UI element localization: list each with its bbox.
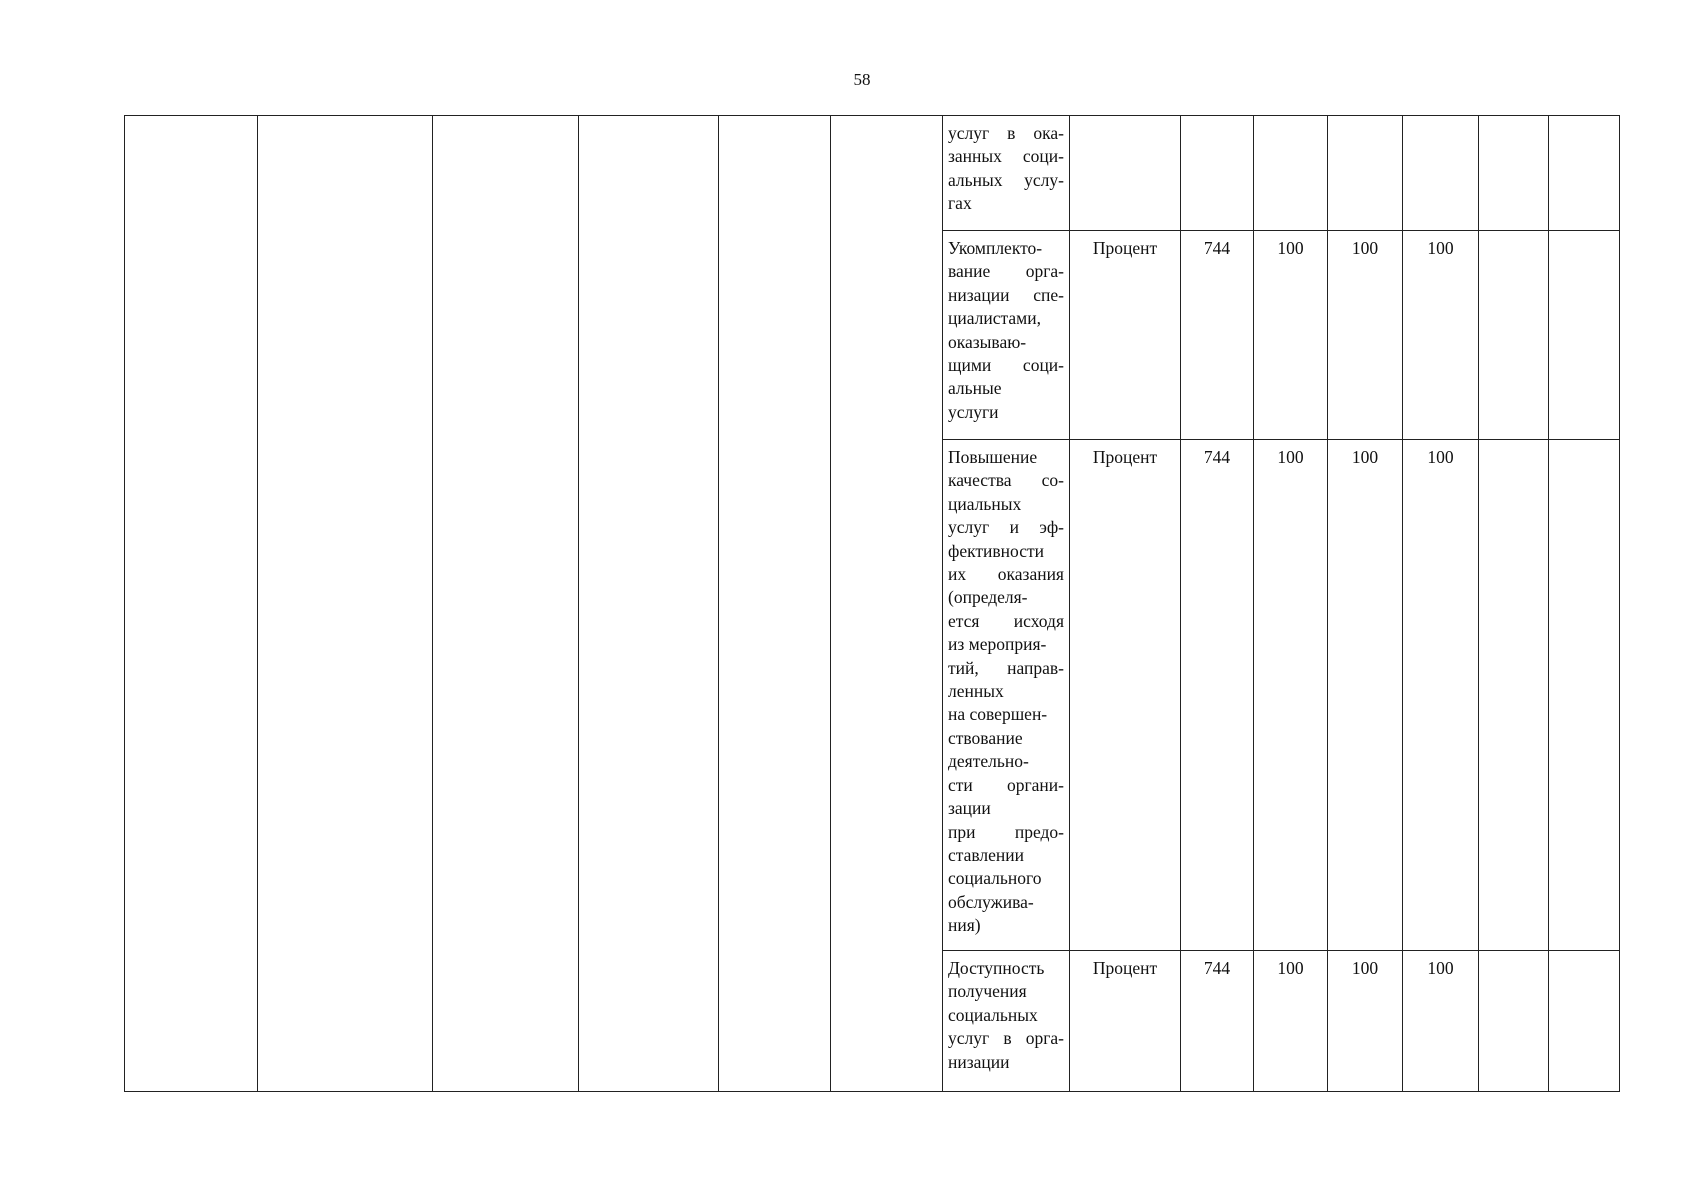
indicator-line: Повышение [948, 447, 1038, 467]
indicator-line: из мероприя- [948, 634, 1047, 655]
indicator-line: циальных [948, 493, 1022, 514]
indicator-line: обслужива- [948, 891, 1034, 912]
indicator-line: услуг в орга- [948, 1028, 1064, 1049]
value-cell-3: 100 [1403, 951, 1479, 1092]
blank-cell [1479, 951, 1549, 1092]
indicator-name-cell [943, 231, 1070, 440]
value-cell-2: 100 [1328, 440, 1403, 951]
value-cell-1: 100 [1254, 440, 1328, 951]
blank-cell [1479, 440, 1549, 951]
indicator-line: гах [948, 193, 972, 214]
blank-cell [1479, 116, 1549, 231]
indicator-line: качества со- [948, 470, 1064, 491]
page-number: 58 [853, 70, 871, 89]
indicator-line: услуг в ока- [948, 123, 1064, 143]
indicator-name-cell [943, 440, 1070, 951]
table-row [125, 116, 1620, 231]
indicator-line: социального [948, 868, 1042, 889]
merged-blank-cell-col-1 [125, 116, 258, 1092]
indicator-line: Укомплекто- [948, 238, 1043, 258]
indicator-line: получения [948, 981, 1027, 1002]
merged-blank-cell-col-2 [258, 116, 433, 1092]
value-cell-3: 100 [1403, 231, 1479, 440]
indicator-line: деятельно- [948, 751, 1029, 772]
unit-cell: Процент [1070, 231, 1181, 440]
indicator-line: при предо- [948, 821, 1064, 842]
indicator-line: услуги [948, 401, 999, 422]
indicator-line: оказываю- [948, 331, 1027, 352]
okei-code-cell: 744 [1181, 231, 1254, 440]
okei-code-cell [1181, 116, 1254, 231]
value-cell-2 [1328, 116, 1403, 231]
blank-cell [1549, 951, 1620, 1092]
indicator-line: щими соци- [948, 355, 1064, 376]
blank-cell [1479, 231, 1549, 440]
indicator-line: социальных [948, 1004, 1038, 1025]
indicator-line: низации [948, 1051, 1010, 1072]
indicator-line: услуг и эф- [948, 517, 1064, 538]
okei-code-cell: 744 [1181, 951, 1254, 1092]
indicator-line: циалистами, [948, 308, 1041, 329]
indicator-line: ленных [948, 681, 1004, 702]
indicator-line: ствование [948, 727, 1023, 748]
value-cell-2: 100 [1328, 951, 1403, 1092]
indicator-line: их оказания [948, 564, 1064, 585]
merged-blank-cell-col-4 [579, 116, 719, 1092]
blank-cell [1549, 116, 1620, 231]
indicator-line: зации [948, 798, 991, 819]
okei-code-cell: 744 [1181, 440, 1254, 951]
indicator-line: (определя- [948, 587, 1028, 608]
indicator-line: Доступность [948, 958, 1045, 978]
unit-cell [1070, 116, 1181, 231]
value-cell-2: 100 [1328, 231, 1403, 440]
indicator-line: вание орга- [948, 261, 1064, 282]
indicator-line: ставлении [948, 844, 1025, 865]
indicator-line: ется исходя [948, 610, 1064, 631]
indicator-line: ния) [948, 915, 981, 936]
unit-cell: Процент [1070, 951, 1181, 1092]
blank-cell [1549, 440, 1620, 951]
indicator-line: тий, направ- [948, 657, 1064, 678]
indicator-line: фективности [948, 540, 1044, 561]
indicator-table [124, 115, 1620, 1092]
indicator-line: на совершен- [948, 704, 1048, 725]
indicator-line: альные [948, 378, 1002, 399]
value-cell-1: 100 [1254, 231, 1328, 440]
indicator-line: низации спе- [948, 284, 1064, 305]
indicator-line: занных соци- [948, 146, 1064, 167]
unit-cell: Процент [1070, 440, 1181, 951]
merged-blank-cell-col-5 [719, 116, 831, 1092]
merged-blank-cell-col-3 [433, 116, 579, 1092]
indicator-name-cell [943, 951, 1070, 1092]
indicator-line: сти органи- [948, 774, 1064, 795]
value-cell-1 [1254, 116, 1328, 231]
value-cell-3 [1403, 116, 1479, 231]
value-cell-3: 100 [1403, 440, 1479, 951]
blank-cell [1549, 231, 1620, 440]
merged-blank-cell-col-6 [831, 116, 943, 1092]
value-cell-1: 100 [1254, 951, 1328, 1092]
indicator-name-cell [943, 116, 1070, 231]
indicator-line: альных услу- [948, 169, 1064, 190]
